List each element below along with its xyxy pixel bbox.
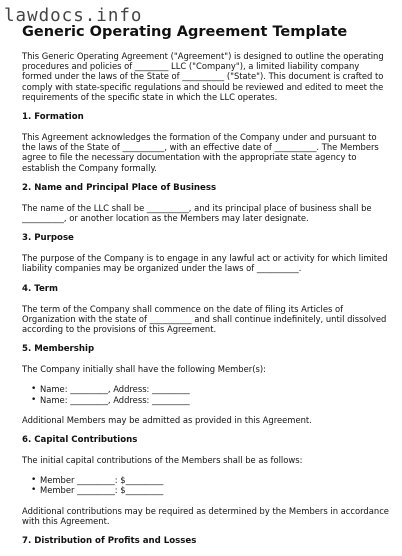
- contribution-list: [22, 475, 390, 495]
- section-text-purpose: The purpose of the Company is to engage in any lawful act or activity for which limited liability companies may be organized under the laws of __________.: [22, 253, 388, 274]
- section-text-name-place: The name of the LLC shall be __________, and its principal place of business shall be __________, or another location as the Members may later designate.: [22, 202, 372, 224]
- document-title: Generic Operating Agreement Template: [22, 24, 348, 40]
- section-text-formation: This Agreement acknowledges the formation of the Company under and pursuant to the laws of the State of __________, with an effective date of __________. The Members agree to file the necessary documentation with the appropriate state agency to establish the Company formally.: [22, 132, 379, 173]
- intro-paragraph: This Generic Operating Agreement ("Agreement") is designed to outline the operating procedures and policies of ________ LLC ("Company"), a limited liability company formed under the laws of the State of __________ ("State"). This document is crafted to comply with state-specific regulations and should be reviewed and edited to meet the requirements of the specific state in which the LLC operates.: [22, 51, 384, 102]
- section-heading-formation: 1. Formation: [22, 112, 84, 123]
- section-heading-name-place: 2. Name and Principal Place of Business: [22, 182, 217, 193]
- section-heading-distribution: 7. Distribution of Profits and Losses: [22, 536, 197, 547]
- section-heading-purpose: 3. Purpose: [22, 233, 74, 244]
- member-list: [22, 384, 390, 404]
- list-item: • Name: _________, Address: _________: [40, 395, 390, 405]
- section-heading-capital: 6. Capital Contributions: [22, 435, 138, 446]
- section-footer-membership: Additional Members may be admitted as provided in this Agreement.: [22, 414, 312, 425]
- document-body: [22, 24, 390, 556]
- site-watermark: lawdocs.info: [4, 6, 143, 26]
- list-item: • Name: _________, Address: _________: [40, 384, 390, 394]
- section-heading-term: 4. Term: [22, 283, 58, 294]
- section-text-membership: The Company initially shall have the following Member(s):: [22, 364, 266, 375]
- section-text-capital: The initial capital contributions of the Members shall be as follows:: [22, 455, 303, 466]
- section-footer-capital: Additional contributions may be required as determined by the Members in accordance with this Agreement.: [22, 505, 389, 526]
- section-text-term: The term of the Company shall commence on the date of filing its Articles of Organization with the state of __________ and shall continue indefinitely, until dissolved according to the provisions of this Agreement.: [22, 303, 387, 335]
- list-item: • Member _________: $_________: [40, 475, 390, 485]
- list-item: • Member _________: $_________: [40, 485, 390, 495]
- section-heading-membership: 5. Membership: [22, 344, 95, 355]
